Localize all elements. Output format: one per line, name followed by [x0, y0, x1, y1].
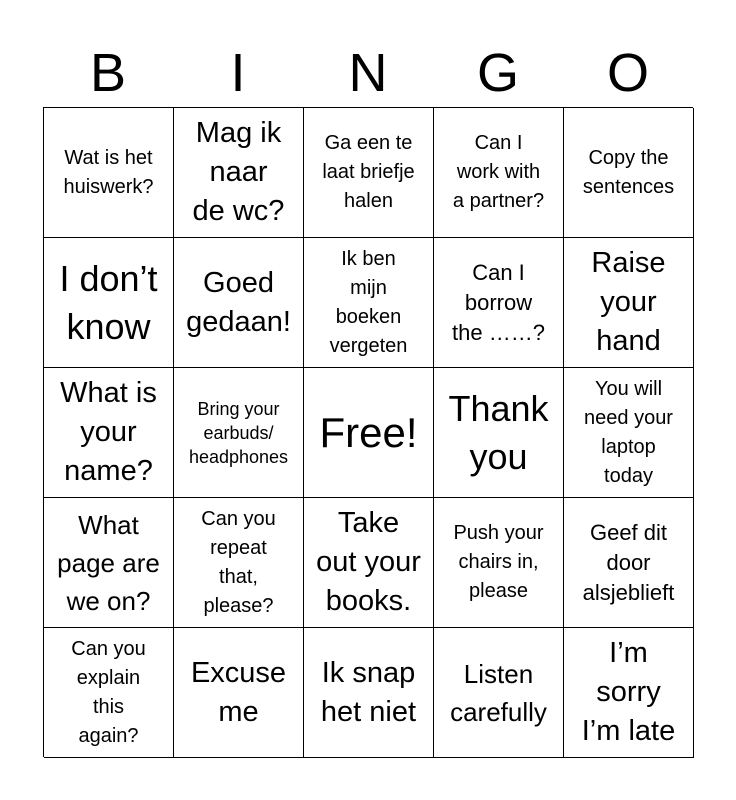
bingo-cell-r3-c1[interactable]	[44, 368, 174, 498]
bingo-cell-r4-c4[interactable]	[434, 498, 564, 628]
bingo-cell-r1-c5[interactable]	[564, 108, 694, 238]
bingo-cell-r4-c2[interactable]	[174, 498, 304, 628]
cell-text: Wat is het huiswerk?	[63, 146, 154, 198]
bingo-cell-r1-c3[interactable]	[304, 108, 434, 238]
bingo-cell-r3-c2[interactable]	[174, 368, 304, 498]
cell-text: Ik snap het niet	[320, 656, 417, 728]
cell-text: What page are we on?	[57, 509, 160, 616]
cell-text: Ga een te laat briefje halen	[322, 132, 415, 212]
cell-text: Bring your earbuds/ headphones	[188, 398, 289, 467]
cell-text: Can I borrow the ……?	[452, 259, 545, 345]
bingo-cell-r1-c2[interactable]	[174, 108, 304, 238]
header-letter-n: N	[348, 43, 388, 103]
cell-text: Copy the sentences	[582, 146, 675, 198]
bingo-cell-r5-c4[interactable]	[434, 628, 564, 758]
bingo-cell-r1-c4[interactable]	[434, 108, 564, 238]
cell-text: Can you repeat that, please?	[201, 507, 276, 617]
cell-text: You will need your laptop today	[584, 377, 673, 487]
bingo-grid	[43, 107, 693, 757]
cell-text: Take out your books.	[316, 507, 421, 617]
cell-text: Mag ik naar de wc?	[192, 117, 285, 227]
header-letter-g: G	[476, 43, 519, 103]
bingo-cell-r5-c1[interactable]	[44, 628, 174, 758]
cell-text: Can I work with a partner?	[452, 132, 545, 212]
header-letter-o: O	[606, 43, 649, 103]
cell-text: Raise your hand	[591, 247, 666, 357]
cell-text: I don’t know	[59, 257, 158, 347]
bingo-cell-r2-c4[interactable]	[434, 238, 564, 368]
cell-text: Free!	[319, 408, 418, 456]
cell-text: Push your chairs in, please	[453, 522, 544, 602]
header-letter-i: I	[230, 43, 246, 103]
cell-text: I’m sorry I’m late	[581, 637, 676, 747]
bingo-cell-r3-c4[interactable]	[434, 368, 564, 498]
cell-text: Goed gedaan!	[186, 266, 291, 338]
cell-text: Listen carefully	[450, 658, 547, 727]
bingo-cell-r4-c1[interactable]	[44, 498, 174, 628]
bingo-cell-r1-c1[interactable]	[44, 108, 174, 238]
bingo-cell-r4-c5[interactable]	[564, 498, 694, 628]
bingo-cell-r4-c3[interactable]	[304, 498, 434, 628]
cell-text: Ik ben mijn boeken vergeten	[329, 247, 408, 357]
header-letter-b: B	[89, 43, 127, 103]
bingo-header	[43, 40, 693, 106]
bingo-cell-r3-c5[interactable]	[564, 368, 694, 498]
bingo-cell-r2-c3[interactable]	[304, 238, 434, 368]
bingo-cell-r5-c2[interactable]	[174, 628, 304, 758]
cell-text: Geef dit door alsjeblieft	[582, 519, 675, 605]
cell-text: What is your name?	[60, 377, 157, 487]
bingo-cell-r2-c1[interactable]	[44, 238, 174, 368]
bingo-cell-r5-c5[interactable]	[564, 628, 694, 758]
bingo-cell-free[interactable]	[304, 368, 434, 498]
cell-text: Thank you	[448, 387, 549, 477]
cell-text: Excuse me	[190, 656, 287, 728]
cell-text: Can you explain this again?	[71, 637, 146, 747]
bingo-cell-r2-c2[interactable]	[174, 238, 304, 368]
bingo-cell-r5-c3[interactable]	[304, 628, 434, 758]
bingo-cell-r2-c5[interactable]	[564, 238, 694, 368]
